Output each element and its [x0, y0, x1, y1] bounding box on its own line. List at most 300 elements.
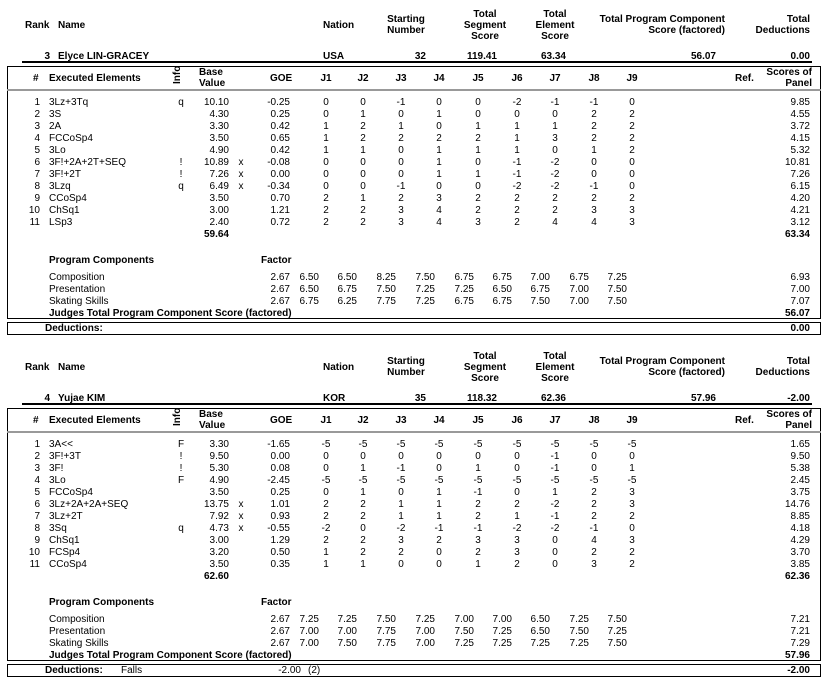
rank-value: 3 [44, 51, 50, 62]
judge-mark: -2 [550, 181, 560, 192]
judge-mark: 2 [475, 193, 481, 204]
component-judge-mark: 7.00 [415, 638, 435, 649]
judge-mark: 1 [398, 499, 404, 510]
component-judge-mark: 7.75 [376, 638, 396, 649]
element-goe: 1.21 [270, 205, 290, 216]
judge-mark: 0 [360, 97, 366, 108]
element-panel-score: 4.55 [790, 109, 810, 120]
element-panel-score: 4.29 [790, 535, 810, 546]
judge-mark: 1 [398, 121, 404, 132]
judge-mark: 2 [360, 511, 366, 522]
judge-mark: 0 [629, 181, 635, 192]
judge-mark: -5 [358, 475, 368, 486]
segment-score-value: 119.41 [466, 51, 497, 62]
element-info: q [178, 523, 184, 534]
component-judge-mark: 6.75 [454, 296, 474, 307]
judge-mark: 4 [591, 217, 597, 228]
judge-mark: 0 [323, 451, 329, 462]
element-base-value: 7.92 [209, 511, 229, 522]
skater-name: Elyce LIN-GRACEY [58, 51, 150, 62]
component-judge-mark: 7.25 [607, 272, 627, 283]
element-goe: 0.93 [270, 511, 290, 522]
deductions-label [740, 14, 810, 36]
deductions-label-text: Total Deductions [755, 356, 810, 378]
judge-mark: 2 [360, 133, 366, 144]
element-goe: 0.65 [270, 133, 290, 144]
judge-mark: 4 [591, 535, 597, 546]
component-judge-mark: 7.50 [607, 284, 627, 295]
judge-mark: 0 [323, 169, 329, 180]
judge-mark: 2 [629, 121, 635, 132]
info-underline [22, 61, 812, 63]
element-name: 3Lzq [49, 181, 71, 192]
component-score: 7.29 [790, 638, 810, 649]
judge-mark: 3 [475, 217, 481, 228]
judge-mark: 0 [591, 169, 597, 180]
component-judge-mark: 6.50 [530, 626, 550, 637]
judges-total-pc-label: Judges Total Program Component Score (factored) [49, 308, 292, 319]
judge-mark: 2 [591, 193, 597, 204]
element-name: LSp3 [49, 217, 73, 228]
element-info: q [178, 97, 184, 108]
component-name: Skating Skills [49, 638, 109, 649]
judge-mark: 1 [360, 559, 366, 570]
judge-mark: 0 [514, 109, 520, 120]
judge-mark: 2 [323, 205, 329, 216]
element-number: 10 [28, 547, 40, 558]
element-goe: 0.35 [270, 559, 290, 570]
component-score-label-text: Total Program Component Score (factored) [599, 14, 725, 36]
judge-mark: 3 [514, 547, 520, 558]
judge-mark: 4 [552, 217, 558, 228]
judge-mark: 2 [629, 547, 635, 558]
element-panel-score: 5.32 [790, 145, 810, 156]
judge-mark: -5 [396, 439, 406, 450]
component-judge-mark: 7.00 [530, 272, 550, 283]
element-panel-score: 3.12 [790, 217, 810, 228]
judge-header: J2 [357, 73, 369, 84]
judge-mark: 0 [323, 157, 329, 168]
component-judge-mark: 7.25 [454, 284, 474, 295]
judge-mark: -1 [589, 523, 599, 534]
scores-of-panel-header [755, 67, 812, 89]
element-score-label [525, 9, 585, 42]
judge-mark: 2 [629, 145, 635, 156]
element-info: F [177, 475, 185, 486]
component-judge-mark: 7.25 [299, 614, 319, 625]
judge-mark: -5 [589, 439, 599, 450]
judge-mark: 0 [360, 523, 366, 534]
judge-mark: 2 [323, 193, 329, 204]
judge-mark: 0 [552, 559, 558, 570]
judge-mark: 2 [591, 133, 597, 144]
judge-mark: 2 [436, 535, 442, 546]
judge-mark: 1 [475, 463, 481, 474]
judge-header: J6 [511, 73, 523, 84]
ref-header: Ref. [735, 415, 754, 426]
judge-mark: 0 [629, 169, 635, 180]
judge-mark: 2 [360, 217, 366, 228]
component-score-value: 56.07 [690, 51, 716, 62]
element-number: 6 [34, 499, 40, 510]
info-header: Info [172, 65, 183, 84]
judge-mark: 0 [398, 145, 404, 156]
judge-mark: 1 [360, 109, 366, 120]
element-name: CCoSp4 [49, 193, 87, 204]
judge-mark: 0 [591, 463, 597, 474]
element-name: 3S [49, 109, 62, 120]
judge-header: J9 [626, 415, 638, 426]
judge-mark: 3 [398, 535, 404, 546]
element-number: 1 [34, 97, 40, 108]
judge-mark: 0 [360, 181, 366, 192]
judge-header: J5 [472, 73, 484, 84]
judge-header: J8 [588, 73, 600, 84]
nation-label: Nation [323, 20, 355, 31]
component-judge-mark: 7.00 [299, 626, 319, 637]
element-number: 4 [34, 133, 40, 144]
judge-mark: 2 [360, 547, 366, 558]
element-info: ! [179, 157, 183, 168]
component-name: Composition [49, 614, 105, 625]
component-judge-mark: 6.75 [492, 272, 512, 283]
judge-mark: 0 [360, 157, 366, 168]
scores-of-panel-header [755, 409, 812, 431]
judge-mark: -5 [358, 439, 368, 450]
component-factor: 2.67 [270, 638, 290, 649]
component-judge-mark: 7.00 [492, 614, 512, 625]
element-base-value: 2.40 [209, 217, 229, 228]
element-base-value: 7.26 [209, 169, 229, 180]
element-base-value: 6.49 [209, 181, 229, 192]
judge-header: J6 [511, 415, 523, 426]
component-factor: 2.67 [270, 284, 290, 295]
judge-mark: -5 [550, 475, 560, 486]
ref-header: Ref. [735, 73, 754, 84]
judge-mark: 2 [323, 535, 329, 546]
judge-mark: 1 [323, 145, 329, 156]
judge-mark: 0 [436, 559, 442, 570]
judge-mark: -2 [512, 181, 522, 192]
judge-mark: -5 [434, 439, 444, 450]
judge-mark: 1 [475, 145, 481, 156]
element-panel-score: 4.21 [790, 205, 810, 216]
element-base-value: 3.50 [209, 193, 229, 204]
judge-mark: -5 [473, 475, 483, 486]
element-base-value: 4.73 [209, 523, 229, 534]
judge-mark: -1 [589, 181, 599, 192]
deductions-total: -2.00 [787, 665, 810, 676]
judge-mark: 0 [398, 487, 404, 498]
component-factor: 2.67 [270, 626, 290, 637]
judge-mark: 1 [436, 487, 442, 498]
judge-mark: 0 [629, 157, 635, 168]
judge-mark: 1 [360, 145, 366, 156]
element-number: 11 [29, 559, 40, 570]
element-number: 8 [34, 181, 40, 192]
element-goe: 0.25 [270, 109, 290, 120]
element-panel-score: 5.38 [790, 463, 810, 474]
element-panel-score: 9.85 [790, 97, 810, 108]
rank-label: Rank [25, 362, 50, 373]
element-panel-score: 3.72 [790, 121, 810, 132]
judge-mark: 1 [323, 547, 329, 558]
program-components-header: Program Components [49, 255, 155, 266]
element-goe: -2.45 [267, 475, 290, 486]
judge-header: J7 [549, 73, 561, 84]
element-goe: 0.42 [270, 145, 290, 156]
starting-number-value: 32 [414, 51, 426, 62]
element-base-value: 5.30 [209, 463, 229, 474]
element-number: 8 [34, 523, 40, 534]
component-judge-mark: 6.50 [337, 272, 357, 283]
element-name: 3Lz+3Tq [49, 97, 89, 108]
element-base-value: 4.90 [209, 475, 229, 486]
judge-mark: 2 [591, 109, 597, 120]
judge-mark: 0 [360, 169, 366, 180]
component-score-label [585, 14, 725, 36]
judges-total-pc-value: 57.96 [784, 650, 810, 661]
scores-of-panel-header-text: Scores of Panel [766, 409, 812, 431]
judge-mark: 1 [436, 145, 442, 156]
component-judge-mark: 6.50 [492, 284, 512, 295]
judge-mark: 0 [475, 451, 481, 462]
component-judge-mark: 7.50 [530, 296, 550, 307]
component-judge-mark: 6.75 [337, 284, 357, 295]
judge-mark: 2 [475, 499, 481, 510]
judge-mark: 0 [552, 547, 558, 558]
element-bonus-marker: x [238, 157, 244, 168]
element-panel-score: 8.85 [790, 511, 810, 522]
judge-header: J8 [588, 415, 600, 426]
judge-mark: 1 [629, 463, 635, 474]
element-bonus-marker: x [238, 523, 244, 534]
judge-mark: 2 [591, 121, 597, 132]
judge-header: J2 [357, 415, 369, 426]
judge-mark: 0 [436, 181, 442, 192]
judge-mark: 0 [323, 487, 329, 498]
judge-header: J5 [472, 415, 484, 426]
judge-mark: 2 [475, 547, 481, 558]
elements-score-total: 62.36 [784, 571, 810, 582]
judge-mark: 1 [360, 193, 366, 204]
element-goe: -1.65 [267, 439, 290, 450]
element-base-value: 3.20 [209, 547, 229, 558]
name-label: Name [58, 362, 86, 373]
judge-mark: -5 [321, 439, 331, 450]
element-name: 3Lo [49, 475, 66, 486]
judge-mark: 0 [591, 451, 597, 462]
base-value-header-text: Base Value [199, 67, 226, 89]
nation-value: USA [323, 51, 345, 62]
component-score: 7.21 [790, 614, 810, 625]
element-panel-score: 4.15 [790, 133, 810, 144]
component-judge-mark: 7.00 [454, 614, 474, 625]
base-value-header [199, 409, 239, 431]
component-judge-mark: 6.50 [530, 614, 550, 625]
judge-mark: 0 [514, 487, 520, 498]
element-score-label-text: Total Element Score [535, 9, 575, 42]
component-name: Presentation [49, 284, 106, 295]
component-judge-mark: 7.00 [569, 284, 589, 295]
judge-mark: 2 [591, 511, 597, 522]
judge-mark: 2 [552, 205, 558, 216]
judge-mark: 0 [398, 559, 404, 570]
element-goe: 0.00 [270, 169, 290, 180]
element-name: FCCoSp4 [49, 487, 93, 498]
judge-mark: 2 [398, 547, 404, 558]
base-value-total: 59.64 [203, 229, 229, 240]
element-base-value: 13.75 [203, 499, 229, 510]
judge-mark: 0 [475, 157, 481, 168]
element-score-label [525, 351, 585, 384]
judge-mark: 2 [475, 205, 481, 216]
judge-mark: -1 [550, 463, 560, 474]
element-panel-score: 3.70 [790, 547, 810, 558]
element-number: 9 [34, 535, 40, 546]
element-base-value: 10.10 [203, 97, 229, 108]
element-number: 6 [34, 157, 40, 168]
element-name: CCoSp4 [49, 559, 87, 570]
element-base-value: 9.50 [209, 451, 229, 462]
judge-mark: -5 [589, 475, 599, 486]
deductions-row-label: Deductions: [45, 323, 103, 334]
judge-mark: 2 [475, 133, 481, 144]
element-panel-score: 3.75 [790, 487, 810, 498]
starting-number-label [376, 356, 436, 378]
judge-mark: 0 [591, 157, 597, 168]
element-goe: 0.70 [270, 193, 290, 204]
deductions-total: 0.00 [790, 323, 810, 334]
judge-mark: 1 [475, 121, 481, 132]
component-score: 7.21 [790, 626, 810, 637]
component-judge-mark: 7.25 [415, 614, 435, 625]
element-name: ChSq1 [49, 535, 80, 546]
element-number: 3 [34, 463, 40, 474]
judge-mark: 1 [475, 169, 481, 180]
judge-mark: 2 [360, 205, 366, 216]
judge-mark: 1 [436, 109, 442, 120]
judge-mark: 3 [629, 205, 635, 216]
element-bonus-marker: x [238, 499, 244, 510]
component-judge-mark: 6.50 [299, 284, 319, 295]
executed-elements-header: Executed Elements [49, 73, 141, 84]
element-name: 3F! [49, 463, 64, 474]
judge-mark: -2 [512, 523, 522, 534]
judge-mark: 1 [436, 511, 442, 522]
deductions-count: (2) [308, 665, 321, 676]
judge-mark: 1 [552, 121, 558, 132]
element-goe: 1.01 [270, 499, 290, 510]
component-judge-mark: 7.50 [415, 272, 435, 283]
element-base-value: 3.00 [209, 535, 229, 546]
component-factor: 2.67 [270, 272, 290, 283]
judge-header: J4 [433, 415, 445, 426]
segment-score-label [455, 351, 515, 384]
judge-mark: 0 [323, 463, 329, 474]
component-judge-mark: 7.75 [376, 626, 396, 637]
elements-score-total: 63.34 [784, 229, 810, 240]
num-header: # [33, 73, 39, 84]
element-goe: -0.25 [267, 97, 290, 108]
element-goe: 0.42 [270, 121, 290, 132]
judge-mark: 2 [360, 121, 366, 132]
element-info: ! [179, 451, 183, 462]
judge-mark: 1 [360, 463, 366, 474]
segment-score-label-text: Total Segment Score [463, 351, 507, 384]
element-base-value: 3.50 [209, 133, 229, 144]
component-judge-mark: 7.25 [415, 296, 435, 307]
judge-mark: 0 [360, 451, 366, 462]
judge-mark: 1 [514, 145, 520, 156]
component-judge-mark: 7.50 [376, 284, 396, 295]
judge-mark: 1 [323, 559, 329, 570]
component-judge-mark: 8.25 [376, 272, 396, 283]
judge-mark: 2 [591, 487, 597, 498]
judge-mark: 2 [629, 133, 635, 144]
judges-total-pc-value: 56.07 [784, 308, 810, 319]
judge-mark: 0 [475, 97, 481, 108]
judge-header: J3 [395, 73, 407, 84]
program-components-header: Program Components [49, 597, 155, 608]
element-name: ChSq1 [49, 205, 80, 216]
judge-mark: 2 [629, 559, 635, 570]
judge-mark: 1 [360, 487, 366, 498]
judge-mark: -5 [434, 475, 444, 486]
judge-mark: 3 [591, 559, 597, 570]
element-name: FCSp4 [49, 547, 81, 558]
element-number: 1 [34, 439, 40, 450]
judge-header: J9 [626, 73, 638, 84]
judge-mark: 2 [323, 499, 329, 510]
judges-total-pc-label: Judges Total Program Component Score (factored) [49, 650, 292, 661]
element-base-value: 4.90 [209, 145, 229, 156]
judge-mark: 3 [436, 193, 442, 204]
judge-mark: -1 [550, 97, 560, 108]
component-judge-mark: 7.50 [607, 296, 627, 307]
judge-mark: 0 [552, 109, 558, 120]
component-name: Composition [49, 272, 105, 283]
element-panel-score: 7.26 [790, 169, 810, 180]
starting-number-label-text: Starting Number [387, 14, 425, 36]
judge-mark: 0 [629, 97, 635, 108]
component-judge-mark: 7.25 [569, 614, 589, 625]
element-info: F [177, 439, 185, 450]
goe-header: GOE [270, 415, 293, 426]
component-score-label-text: Total Program Component Score (factored) [599, 356, 725, 378]
component-judge-mark: 7.75 [376, 296, 396, 307]
judge-mark: 0 [398, 157, 404, 168]
judge-mark: -1 [396, 97, 406, 108]
judge-mark: 3 [514, 535, 520, 546]
judge-mark: 0 [475, 181, 481, 192]
component-judge-mark: 7.50 [607, 614, 627, 625]
element-number: 2 [34, 109, 40, 120]
component-judge-mark: 7.00 [299, 638, 319, 649]
goe-header: GOE [270, 73, 293, 84]
component-judge-mark: 6.75 [299, 296, 319, 307]
judge-mark: -2 [321, 523, 331, 534]
judge-mark: -5 [550, 439, 560, 450]
segment-score-label [455, 9, 515, 42]
judge-mark: -2 [512, 97, 522, 108]
factor-header: Factor [261, 255, 292, 266]
element-score-value: 63.34 [540, 51, 566, 62]
element-panel-score: 14.76 [784, 499, 810, 510]
factor-header: Factor [261, 597, 292, 608]
element-name: 3Lz+2A+2A+SEQ [49, 499, 129, 510]
component-judge-mark: 7.25 [530, 638, 550, 649]
